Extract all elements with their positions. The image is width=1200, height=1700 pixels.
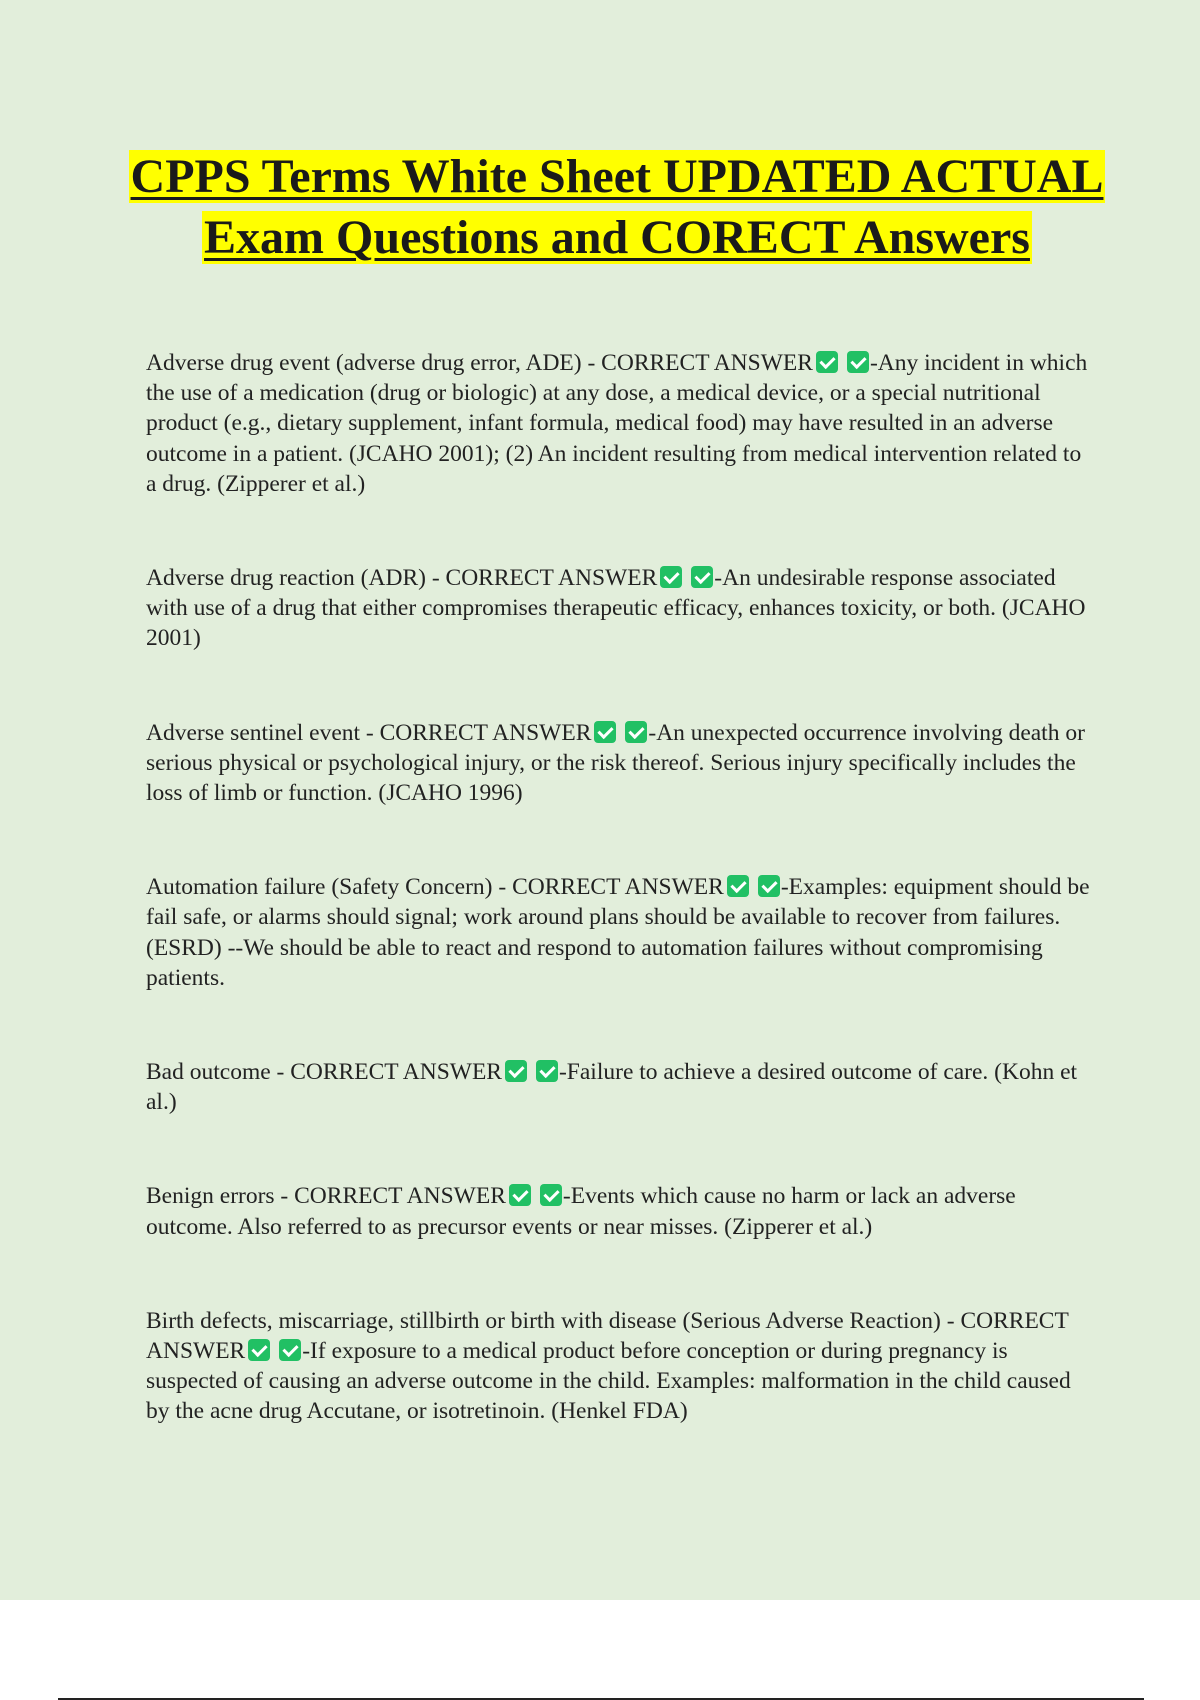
checkmark-box-icon [847,351,869,373]
checkmark-box-icon [625,721,647,743]
checkmark-box-icon [540,1184,562,1206]
term-question: Bad outcome - CORRECT ANSWER [146,1059,502,1086]
checkmark-box-icon [691,566,713,588]
checkmark-box-icon [660,566,682,588]
term-answer: -An undesirable response associated with use of a drug that either compromises therapeutic efficacy, enhances toxicity, or both. (JCAHO 2001) [146,565,1086,652]
term-entry [146,718,1091,809]
checkmark-box-icon [536,1060,558,1082]
term-answer: -An unexpected occurrence involving death or serious physical or psychological injury, or the risk thereof. Serious injury specifically includes the loss of limb or function. (JCAHO 1996) [146,719,1085,807]
checkmark-box-icon [279,1339,301,1361]
term-entry [146,348,1091,499]
term-answer: -Examples: equipment should be fail safe, or alarms should signal; work around plans should be available to recover from failures. (ESRD) --We should be able to react and respond to automation failures without compromising patients. [146,874,1090,991]
term-question: Benign errors - CORRECT ANSWER [146,1183,506,1210]
term-entry [146,1181,1091,1241]
term-answer: -If exposure to a medical product before conception or during pregnancy is suspected of causing an adverse outcome in the child. Examples: malformation in the child caused by the acne drug Accutane, or isotretinoin. (Henkel FDA) [146,1338,1071,1425]
term-list [146,348,1091,1427]
term-question: Adverse sentinel event - CORRECT ANSWER [146,719,592,746]
term-entry [146,1057,1091,1117]
term-answer: -Events which cause no harm or lack an adverse outcome. Also referred to as precursor events or near misses. (Zipperer et al.) [146,1183,1016,1240]
term-question: Automation failure (Safety Concern) - CORRECT ANSWER [146,874,724,901]
document-title [120,146,1114,268]
term-question: Adverse drug event (adverse drug error, ADE) - CORRECT ANSWER [146,350,813,376]
document-title-text: CPPS Terms White Sheet UPDATED ACTUAL Exam Questions and CORECT Answers [130,150,1104,264]
term-question: Birth defects, miscarriage, stillbirth or birth with disease (Serious Adverse Reaction) - CORRECT ANSWER [146,1307,1069,1365]
term-entry [146,563,1091,654]
term-answer: -Failure to achieve a desired outcome of care. (Kohn et al.) [146,1059,1078,1116]
checkmark-box-icon [594,721,616,743]
checkmark-box-icon [505,1060,527,1082]
checkmark-box-icon [727,875,749,897]
term-answer: -Any incident in which the use of a medication (drug or biologic) at any dose, a medical device, or a special nutritional product (e.g., dietary supplement, infant formula, medical food) may have resulted in an adverse outcome in a patient. (JCAHO 2001); (2) An incident resulting from medical intervention related to a drug. (Zipperer et al.) [146,350,1088,497]
term-question: Adverse drug reaction (ADR) - CORRECT ANSWER [146,565,658,592]
checkmark-box-icon [816,351,838,373]
term-entry [146,872,1091,993]
checkmark-box-icon [758,875,780,897]
checkmark-box-icon [509,1184,531,1206]
term-entry [146,1306,1091,1427]
checkmark-box-icon [248,1339,270,1361]
